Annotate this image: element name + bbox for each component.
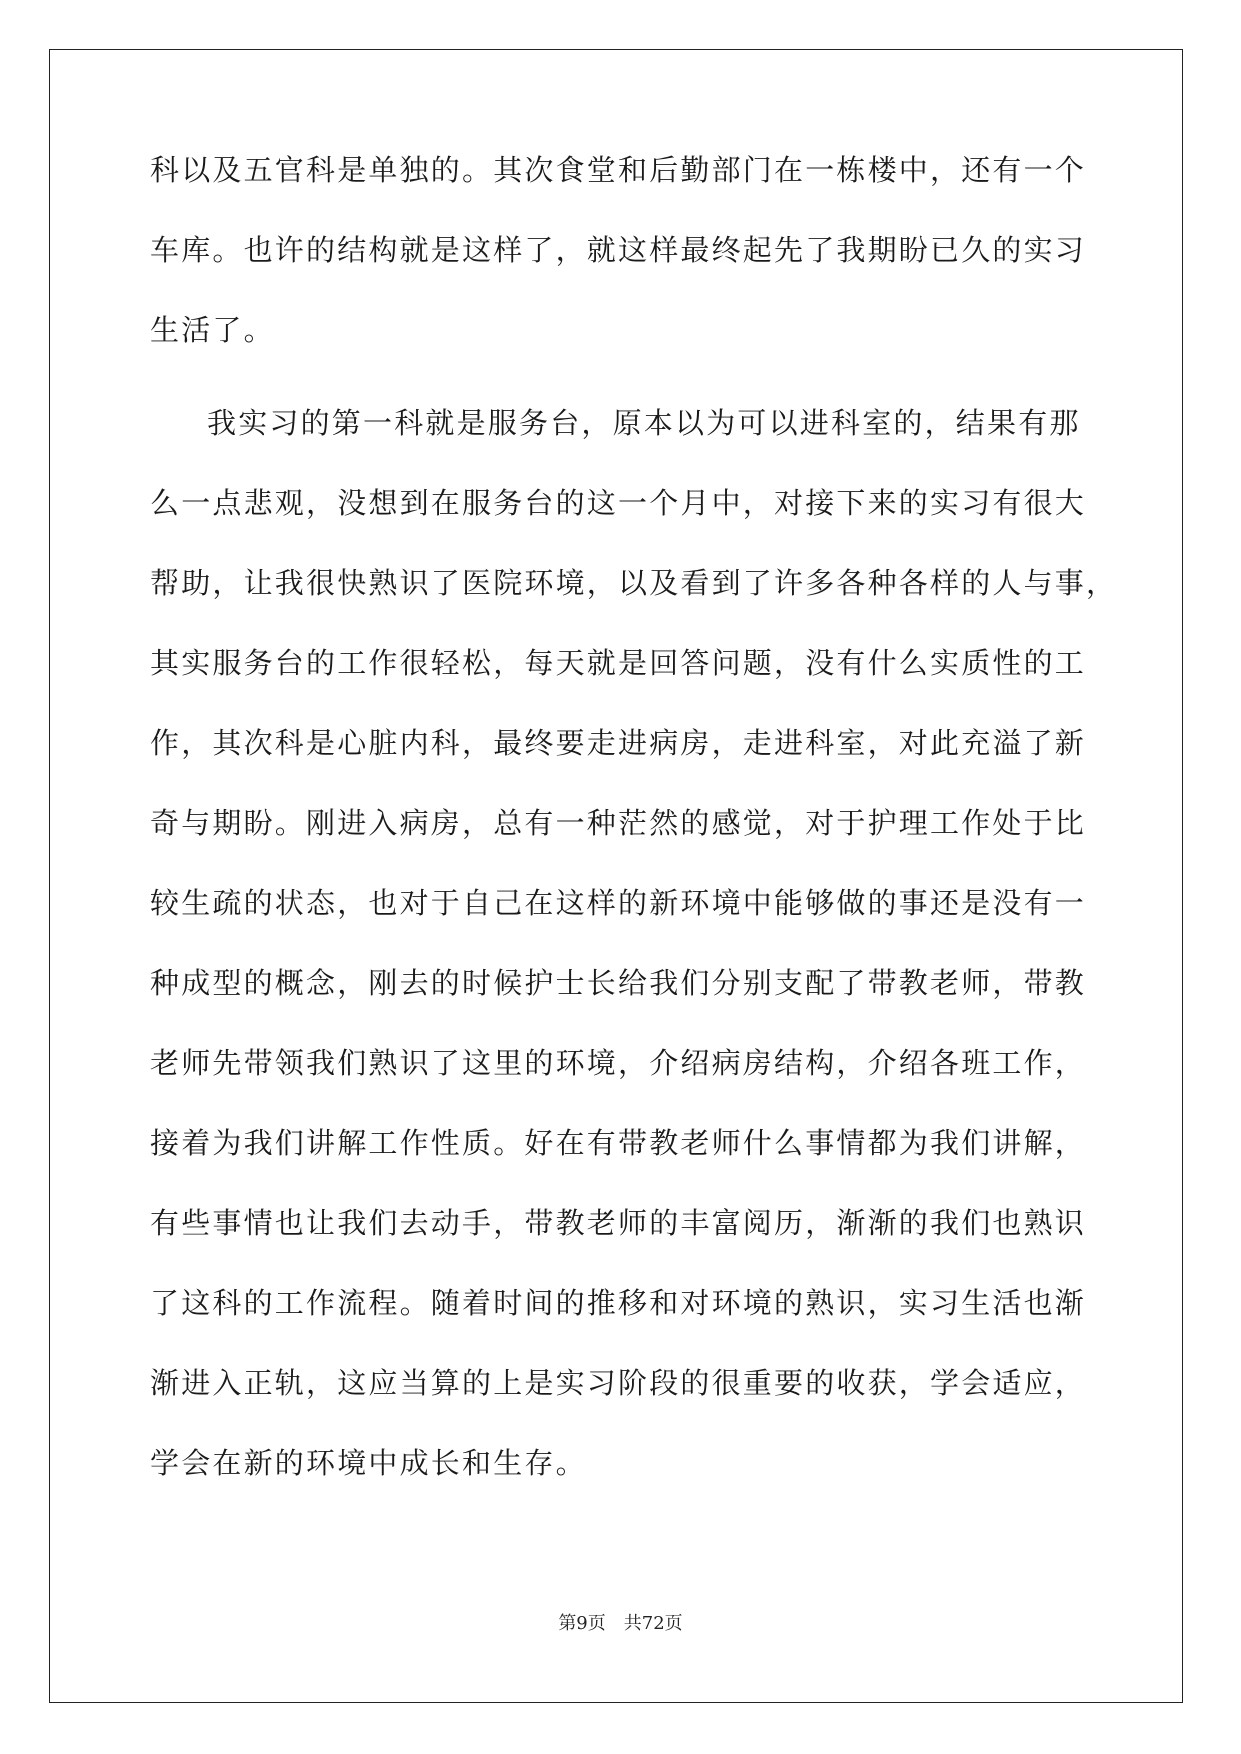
text-line: 作，其次科是心脏内科，最终要走进病房，走进科室，对此充溢了新 — [150, 726, 1087, 760]
text-line: 渐进入正轨，这应当算的上是实习阶段的很重要的收获，学会适应， — [150, 1366, 1087, 1400]
text-line: 了这科的工作流程。随着时间的推移和对环境的熟识，实习生活也渐 — [150, 1286, 1087, 1320]
text-line: 其实服务台的工作很轻松，每天就是回答问题，没有什么实质性的工 — [150, 646, 1087, 680]
paragraph-first-line: 我实习的第一科就是服务台，原本以为可以进科室的，结果有那 — [207, 406, 1081, 440]
text-line: 接着为我们讲解工作性质。好在有带教老师什么事情都为我们讲解， — [150, 1126, 1087, 1160]
text-line: 有些事情也让我们去动手，带教老师的丰富阅历，渐渐的我们也熟识 — [150, 1206, 1087, 1240]
text-line: 老师先带领我们熟识了这里的环境，介绍病房结构，介绍各班工作， — [150, 1046, 1087, 1080]
text-line: 奇与期盼。刚进入病房，总有一种茫然的感觉，对于护理工作处于比 — [150, 806, 1087, 840]
text-line: 较生疏的状态，也对于自己在这样的新环境中能够做的事还是没有一 — [150, 886, 1087, 920]
text-line: 学会在新的环境中成长和生存。 — [150, 1446, 587, 1480]
text-line: 帮助，让我很快熟识了医院环境，以及看到了许多各种各样的人与事， — [150, 566, 1118, 600]
text-line: 种成型的概念，刚去的时候护士长给我们分别支配了带教老师，带教 — [150, 966, 1087, 1000]
text-line: 科以及五官科是单独的。其次食堂和后勤部门在一栋楼中，还有一个 — [150, 153, 1087, 187]
page-total: 共72页 — [623, 1613, 683, 1634]
text-line: 么一点悲观，没想到在服务台的这一个月中，对接下来的实习有很大 — [150, 486, 1087, 520]
text-line: 车库。也许的结构就是这样了，就这样最终起先了我期盼已久的实习 — [150, 233, 1087, 267]
page-footer — [0, 1612, 1241, 1636]
page-number: 第9页 — [558, 1613, 606, 1634]
text-line: 生活了。 — [150, 313, 275, 347]
